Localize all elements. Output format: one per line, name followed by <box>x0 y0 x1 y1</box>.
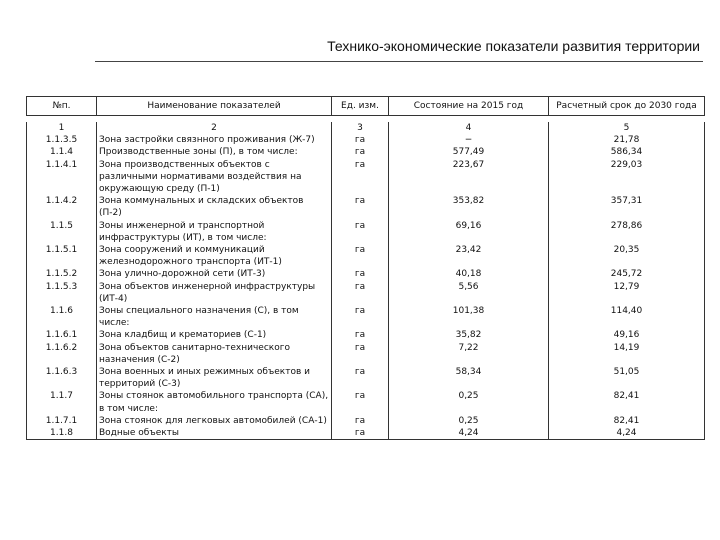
table-row <box>27 268 705 280</box>
unit-of-measure: га <box>332 281 389 305</box>
table-row <box>27 134 705 146</box>
indicator-name: Зона кладбищ и крематориев (С-1) <box>97 329 332 341</box>
value-2030: 82,41 <box>549 415 705 427</box>
indicator-name: Зона стоянок для легковых автомобилей (СА-1) <box>97 415 332 427</box>
table-row <box>27 159 705 196</box>
unit-of-measure: га <box>332 268 389 280</box>
value-2015: 40,18 <box>389 268 549 280</box>
table-row <box>27 244 705 268</box>
indicator-name: Зона коммунальных и складских объектов (П-2) <box>97 195 332 219</box>
index-num: 1 <box>27 122 97 134</box>
value-2015: 69,16 <box>389 220 549 244</box>
row-number: 1.1.3.5 <box>27 134 97 146</box>
indicator-name: Зоны стоянок автомобильного транспорта (СА), в том числе: <box>97 390 332 414</box>
table-row <box>27 195 705 219</box>
value-2030: 245,72 <box>549 268 705 280</box>
value-2030: 51,05 <box>549 366 705 390</box>
indicator-name: Зона улично-дорожной сети (ИТ-3) <box>97 268 332 280</box>
indicator-name: Зона производственных объектов с различными нормативами воздействия на окружающую среду (П-1) <box>97 159 332 196</box>
table-row <box>27 281 705 305</box>
index-name: 2 <box>97 122 332 134</box>
row-number: 1.1.7.1 <box>27 415 97 427</box>
table-row <box>27 146 705 158</box>
value-2030: 14,19 <box>549 342 705 366</box>
unit-of-measure: га <box>332 415 389 427</box>
value-2030: 12,79 <box>549 281 705 305</box>
column-index-row <box>27 122 705 134</box>
indicator-name: Зоны инженерной и транспортной инфраструктуры (ИТ), в том числе: <box>97 220 332 244</box>
unit-of-measure: га <box>332 220 389 244</box>
row-number: 1.1.4.2 <box>27 195 97 219</box>
value-2015: − <box>389 134 549 146</box>
row-number: 1.1.5.3 <box>27 281 97 305</box>
value-2015: 0,25 <box>389 415 549 427</box>
unit-of-measure: га <box>332 134 389 146</box>
column-header-name: Наименование показателей <box>97 97 332 116</box>
index-forecast-2030: 5 <box>549 122 705 134</box>
value-2030: 4,24 <box>549 427 705 440</box>
row-number: 1.1.6.2 <box>27 342 97 366</box>
unit-of-measure: га <box>332 244 389 268</box>
index-unit: 3 <box>332 122 389 134</box>
value-2015: 23,42 <box>389 244 549 268</box>
page-title: Технико-экономические показатели развития территории <box>327 38 700 54</box>
unit-of-measure: га <box>332 305 389 329</box>
value-2030: 586,34 <box>549 146 705 158</box>
value-2030: 114,40 <box>549 305 705 329</box>
row-number: 1.1.5 <box>27 220 97 244</box>
unit-of-measure: га <box>332 146 389 158</box>
value-2030: 278,86 <box>549 220 705 244</box>
table-row <box>27 305 705 329</box>
indicator-name: Зона сооружений и коммуникаций железнодорожного транспорта (ИТ-1) <box>97 244 332 268</box>
value-2030: 20,35 <box>549 244 705 268</box>
row-number: 1.1.7 <box>27 390 97 414</box>
value-2030: 229,03 <box>549 159 705 196</box>
value-2015: 0,25 <box>389 390 549 414</box>
value-2015: 4,24 <box>389 427 549 440</box>
table-row <box>27 329 705 341</box>
value-2030: 82,41 <box>549 390 705 414</box>
value-2015: 7,22 <box>389 342 549 366</box>
table-row <box>27 390 705 414</box>
unit-of-measure: га <box>332 342 389 366</box>
row-number: 1.1.6.3 <box>27 366 97 390</box>
unit-of-measure: га <box>332 390 389 414</box>
row-number: 1.1.4.1 <box>27 159 97 196</box>
unit-of-measure: га <box>332 159 389 196</box>
value-2015: 101,38 <box>389 305 549 329</box>
unit-of-measure: га <box>332 366 389 390</box>
column-header-num: №п. <box>27 97 97 116</box>
title-underline <box>95 61 703 62</box>
value-2030: 21,78 <box>549 134 705 146</box>
column-header-forecast-2030: Расчетный срок до 2030 года <box>549 97 705 116</box>
row-number: 1.1.5.1 <box>27 244 97 268</box>
row-number: 1.1.8 <box>27 427 97 440</box>
table-row <box>27 427 705 440</box>
value-2030: 49,16 <box>549 329 705 341</box>
indicator-name: Зона военных и иных режимных объектов и территорий (С-3) <box>97 366 332 390</box>
table-row <box>27 415 705 427</box>
unit-of-measure: га <box>332 195 389 219</box>
indicator-name: Зоны специального назначения (С), в том числе: <box>97 305 332 329</box>
table-row <box>27 342 705 366</box>
row-number: 1.1.6.1 <box>27 329 97 341</box>
indicator-name: Зона объектов санитарно-технического назначения (С-2) <box>97 342 332 366</box>
value-2015: 223,67 <box>389 159 549 196</box>
indicator-name: Водные объекты <box>97 427 332 440</box>
indicators-table <box>26 96 705 440</box>
unit-of-measure: га <box>332 427 389 440</box>
value-2030: 357,31 <box>549 195 705 219</box>
value-2015: 35,82 <box>389 329 549 341</box>
indicator-name: Производственные зоны (П), в том числе: <box>97 146 332 158</box>
row-number: 1.1.5.2 <box>27 268 97 280</box>
value-2015: 577,49 <box>389 146 549 158</box>
table-row <box>27 366 705 390</box>
value-2015: 353,82 <box>389 195 549 219</box>
column-header-unit: Ед. изм. <box>332 97 389 116</box>
unit-of-measure: га <box>332 329 389 341</box>
value-2015: 58,34 <box>389 366 549 390</box>
value-2015: 5,56 <box>389 281 549 305</box>
row-number: 1.1.6 <box>27 305 97 329</box>
table-header-row <box>27 97 705 116</box>
indicator-name: Зона застройки связнного проживания (Ж-7) <box>97 134 332 146</box>
indicator-name: Зона объектов инженерной инфраструктуры (ИТ-4) <box>97 281 332 305</box>
index-state-2015: 4 <box>389 122 549 134</box>
row-number: 1.1.4 <box>27 146 97 158</box>
table-row <box>27 220 705 244</box>
column-header-state-2015: Состояние на 2015 год <box>389 97 549 116</box>
